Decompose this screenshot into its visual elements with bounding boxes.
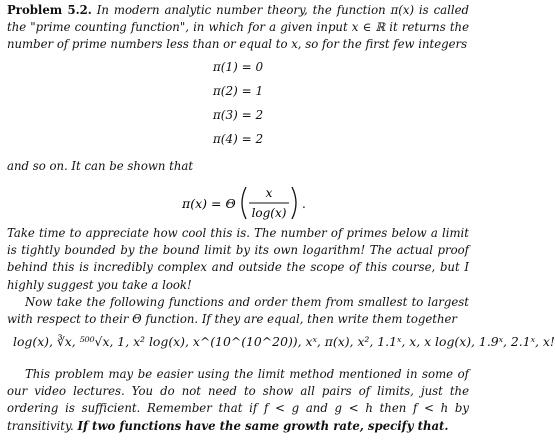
equation-pi-4: π(4) = 2 [212,132,264,146]
equation-pi-2: π(2) = 1 [212,84,264,98]
equation-pi-3: π(3) = 2 [212,108,264,122]
right-paren [292,187,296,219]
asymptotic-equation [7,183,469,223]
appreciation-paragraph: Take time to appreciate how cool this is. The number of primes below a limit is tightly bounded by the bound limit by its own logarithm! The actual proof behind this is incredibly complex and outside the scope of this course, but I highly suggest you take a look! [7,226,469,292]
asymptotic-lhs: π(x) = Θ [182,196,236,211]
left-paren [242,187,246,219]
trailing-period: . [302,197,306,211]
fraction-numerator: x [265,186,273,200]
functions-list: log(x), ∛x, ⁵⁰⁰√x, 1, x² log(x), x^(10^(10^20)), xˣ, π(x), x², 1.1ˣ, x, x log(x), 1.9ˣ, 2.1ˣ, x! [13,334,555,349]
hint-paragraph [7,366,469,435]
fraction-denominator: log(x) [251,206,287,220]
continuation-text: and so on. It can be shown that [7,159,194,173]
asymptotic-formula [182,183,342,223]
problem-label: Problem 5.2. [7,3,92,17]
hint-bold-text: If two functions have the same growth rate, specify that. [77,418,449,433]
equation-pi-1: π(1) = 0 [212,60,264,74]
ordering-instructions: Now take the following functions and order them from smallest to largest with respect to their Θ function. If they are equal, then write them together [7,295,469,327]
hint-text: This problem may be easier using the limit method mentioned in some of our video lectures. You do not need to show all pairs of limits, just the ordering is sufficient. Remember that if f < g and g < h then f < h by transitivity. [7,367,469,433]
problem-intro-paragraph [7,2,469,54]
intro-text: In modern analytic number theory, the function π(x) is called the "prime counting function", in which for a given input x ∈ ℝ it returns the number of prime numbers less than or equal to x, so for the first few integers [7,3,469,52]
